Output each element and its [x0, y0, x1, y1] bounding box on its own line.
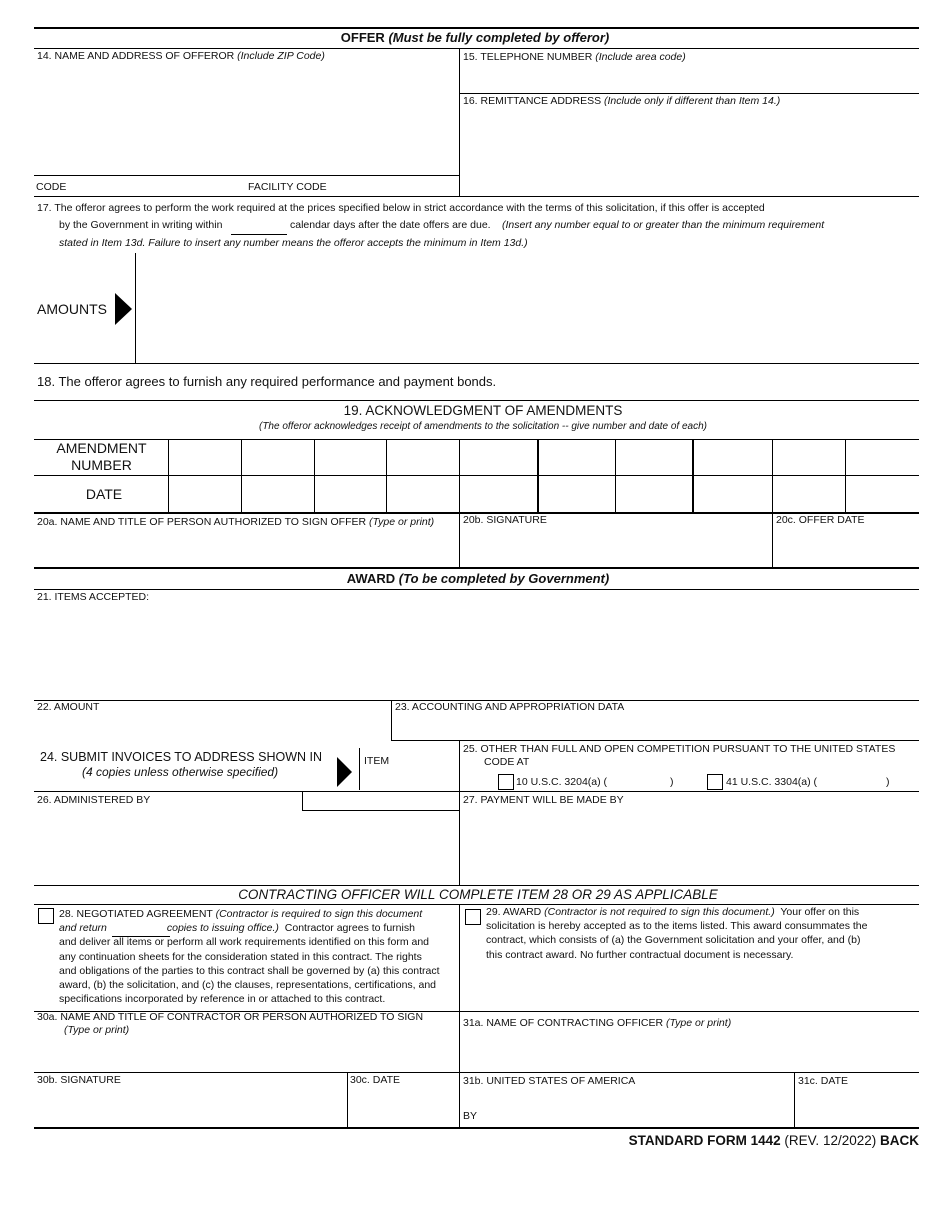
amendment-number-cell[interactable] [461, 441, 536, 474]
contracting-officer-name-field[interactable] [461, 1032, 917, 1071]
form-footer [629, 1133, 919, 1148]
amendment-date-cell[interactable] [388, 477, 457, 510]
item16-label: 16. REMITTANCE ADDRESS (Include only if different than Item 14.) [463, 95, 781, 107]
item15-label: 15. TELEPHONE NUMBER (Include area code) [463, 51, 686, 63]
usc-10-paragraph-field[interactable] [612, 775, 668, 789]
offeror-name-address-field[interactable] [35, 64, 458, 174]
usc-41-3304-checkbox[interactable] [707, 774, 723, 790]
amendment-date-label: DATE [85, 486, 123, 502]
item27-label: 27. PAYMENT WILL BE MADE BY [463, 794, 624, 806]
amendment-number-cell[interactable] [540, 441, 613, 474]
item26-label: 26. ADMINISTERED BY [37, 794, 151, 806]
item24-arrow-icon [337, 757, 353, 787]
item31c-label: 31c. DATE [798, 1075, 848, 1087]
item29-text: 29. AWARD (Contractor is not required to sign this document.) Your offer on this solicitation is hereby accepted as to the items listed. This award consummates the contract, which consists of (a) the Government solicitation and your offer, and (b) this contract award. No further contractual document is necessary. [486, 906, 868, 961]
item19-note: (The offeror acknowledges receipt of amendments to the solicitation -- give number and date of each) [258, 421, 708, 432]
item-label: ITEM [364, 755, 390, 767]
offer-signature-field[interactable] [461, 529, 771, 566]
co-heading: CONTRACTING OFFICER WILL COMPLETE ITEM 28 OR 29 AS APPLICABLE [238, 887, 718, 902]
negotiated-agreement-checkbox[interactable] [38, 908, 54, 924]
item30a-line1: 30a. NAME AND TITLE OF CONTRACTOR OR PERSON AUTHORIZED TO SIGN [37, 1011, 424, 1023]
amount-field[interactable] [35, 715, 389, 739]
amendment-number-cell[interactable] [774, 441, 843, 474]
amendment-date-cell[interactable] [170, 477, 239, 510]
item31a-label: 31a. NAME OF CONTRACTING OFFICER (Type or print) [463, 1017, 732, 1029]
item19-title: 19. ACKNOWLEDGMENT OF AMENDMENTS [343, 403, 623, 418]
amendment-number-cell[interactable] [316, 441, 384, 474]
amendment-date-cell[interactable] [617, 477, 691, 510]
contractor-sign-date-field[interactable] [349, 1089, 457, 1126]
item25-opt1-close: ) [670, 776, 674, 788]
amendment-number-cell[interactable] [847, 441, 917, 474]
award-heading [0, 571, 950, 586]
amendment-date-cell[interactable] [847, 477, 917, 510]
offer-date-field[interactable] [774, 529, 917, 566]
amendment-date-cell[interactable] [540, 477, 613, 510]
item21-label: 21. ITEMS ACCEPTED: [37, 591, 150, 603]
award-title-note: (To be completed by Government) [398, 571, 610, 586]
amendment-number-cell[interactable] [695, 441, 770, 474]
item24-line2: (4 copies unless otherwise specified) [82, 765, 279, 779]
amounts-label: AMOUNTS [37, 301, 107, 317]
item23-label: 23. ACCOUNTING AND APPROPRIATION DATA [395, 701, 625, 713]
amendment-date-cell[interactable] [774, 477, 843, 510]
form-name: STANDARD FORM 1442 [628, 1133, 781, 1148]
item18-text: 18. The offeror agrees to furnish any required performance and payment bonds. [37, 374, 497, 389]
usc-10-3204-checkbox[interactable] [498, 774, 514, 790]
item25-line2: CODE AT [484, 756, 530, 768]
amendment-number-cell[interactable] [170, 441, 239, 474]
item30c-label: 30c. DATE [350, 1074, 400, 1086]
award-title: AWARD [346, 571, 396, 586]
accounting-data-field[interactable] [393, 715, 917, 739]
item17-line3: stated in Item 13d. Failure to insert any number means the offeror accepts the minimum in Item 13d.) [59, 237, 528, 249]
payment-made-by-field[interactable] [461, 809, 917, 884]
item31b-label: 31b. UNITED STATES OF AMERICA [463, 1075, 636, 1087]
item17-line2c: (Insert any number equal to or greater than the minimum requirement [502, 219, 825, 231]
item28-text: 28. NEGOTIATED AGREEMENT (Contractor is required to sign this document and return copies to issuing office.) Contractor agrees to furnish and deliver all items or perform all work requirements identified on this form and any continuation sheets for the consideration stated in this contract. The rights and obligations of the parties to this contract shall be governed by (a) this contract award, (b) the solicitation, and (c) the clauses, representations, certifications, and specifications incorporated by reference in or attached to this contract. [59, 908, 440, 1006]
administered-by-field[interactable] [35, 812, 457, 884]
facility-code-label: FACILITY CODE [248, 181, 327, 193]
remittance-address-field[interactable] [461, 110, 917, 194]
amendment-date-cell[interactable] [316, 477, 384, 510]
amendment-date-cell[interactable] [243, 477, 312, 510]
items-accepted-field[interactable] [35, 606, 917, 698]
amendment-number-label: AMENDMENT NUMBER [56, 440, 147, 473]
by-label: BY [463, 1110, 478, 1122]
copies-count-field[interactable] [112, 923, 170, 937]
offer-title: OFFER [340, 30, 385, 45]
item20b-label: 20b. SIGNATURE [463, 514, 547, 526]
item17-line2a: by the Government in writing within [59, 219, 223, 231]
offer-heading [0, 30, 950, 45]
item25-opt2-label: 41 U.S.C. 3304(a) ( [726, 776, 818, 788]
item17-line1: 17. The offeror agrees to perform the work required at the prices specified below in strict accordance with the terms of this solicitation, if this offer is accepted [37, 202, 765, 214]
item20a-label: 20a. NAME AND TITLE OF PERSON AUTHORIZED TO SIGN OFFER (Type or print) [37, 516, 435, 528]
form-revision: (REV. 12/2022) [784, 1133, 877, 1148]
usc-41-paragraph-field[interactable] [822, 775, 884, 789]
item22-label: 22. AMOUNT [37, 701, 100, 713]
award-checkbox[interactable] [465, 909, 481, 925]
telephone-number-field[interactable] [461, 65, 917, 92]
code-label: CODE [36, 181, 67, 193]
offer-title-note: (Must be fully completed by offeror) [388, 30, 610, 45]
contractor-signature-field[interactable] [35, 1089, 345, 1126]
item30b-label: 30b. SIGNATURE [37, 1074, 121, 1086]
item20c-label: 20c. OFFER DATE [776, 514, 865, 526]
amendment-date-cell[interactable] [461, 477, 536, 510]
amendment-number-cell[interactable] [388, 441, 457, 474]
form-side: BACK [880, 1133, 919, 1148]
item25-line1: 25. OTHER THAN FULL AND OPEN COMPETITION PURSUANT TO THE UNITED STATES [463, 743, 896, 755]
amendment-number-cell[interactable] [617, 441, 691, 474]
amounts-field[interactable] [137, 254, 917, 362]
amendment-date-cell[interactable] [695, 477, 770, 510]
amounts-arrow-icon [115, 293, 133, 325]
item24-line1: 24. SUBMIT INVOICES TO ADDRESS SHOWN IN [40, 750, 323, 764]
item25-opt2-close: ) [886, 776, 890, 788]
invoice-item-field[interactable] [361, 770, 457, 790]
item30a-line2: (Type or print) [64, 1024, 130, 1036]
amendment-number-cell[interactable] [243, 441, 312, 474]
authorized-signer-name-field[interactable] [35, 532, 458, 566]
calendar-days-field[interactable] [231, 219, 287, 235]
award-date-field[interactable] [796, 1090, 917, 1126]
item14-label: 14. NAME AND ADDRESS OF OFFEROR (Include ZIP Code) [37, 50, 325, 62]
item17-line2b: calendar days after the date offers are due. [290, 219, 491, 231]
item25-opt1-label: 10 U.S.C. 3204(a) ( [516, 776, 608, 788]
administered-by-code-box[interactable] [302, 791, 459, 811]
contracting-officer-signature-field[interactable] [480, 1092, 790, 1126]
contractor-name-field[interactable] [35, 1039, 457, 1071]
